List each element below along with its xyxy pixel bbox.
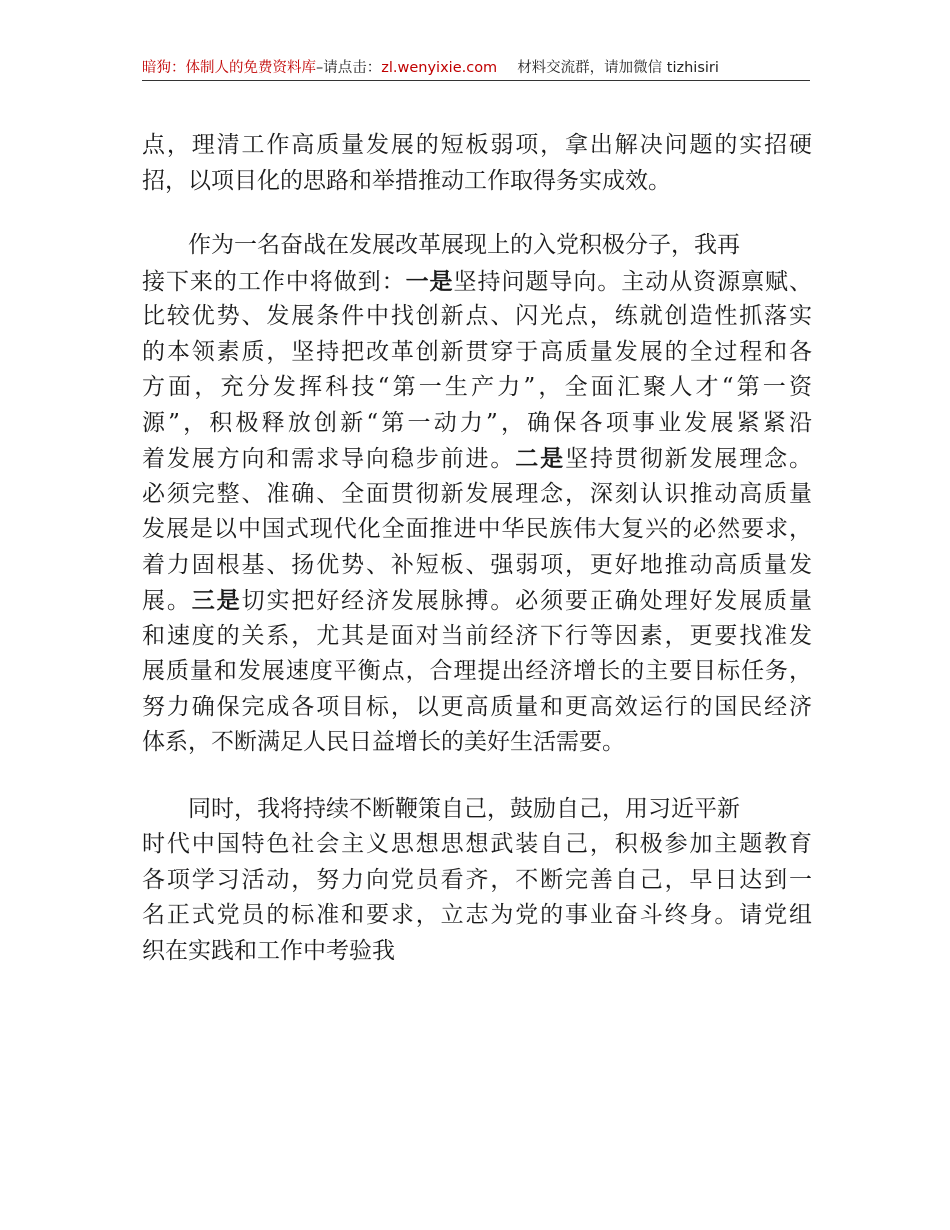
keyword-second: 二是 [515, 445, 566, 472]
text-line: 织在实践和工作中考验我 [142, 937, 395, 964]
text-line: 点，理清工作高质量发展的短板弱项，拿出解决问题的实招硬 [142, 132, 812, 158]
paragraph-3 [142, 792, 812, 970]
keyword-third: 三是 [191, 587, 242, 614]
text-line: 展质量和发展速度平衡点，合理提出经济增长的主要目标任务， [142, 658, 812, 684]
keyword-first: 一是 [405, 267, 454, 295]
text-line: 招，以项目化的思路和举措推动工作取得务实成效。 [142, 167, 671, 194]
text-line: 作为一名奋战在发展改革展现上的入党积极分子，我再 [188, 232, 740, 258]
text-line: 着力固根基、扬优势、补短板、强弱项，更好地推动高质量发 [142, 551, 812, 578]
paragraph-1 [142, 128, 812, 199]
paragraph-2 [142, 228, 812, 761]
text-line: 的本领素质，坚持把改革创新贯穿于高质量发展的全过程和各 [142, 338, 812, 365]
text-line: 发展是以中国式现代化全面推进中华民族伟大复兴的必然要求， [142, 516, 812, 542]
text-line: 体系，不断满足人民日益增长的美好生活需要。 [142, 729, 625, 755]
text-line [142, 264, 812, 300]
text-line: 比较优势、发展条件中找创新点、闪光点，练就创造性抓落实 [142, 303, 812, 329]
text-fragment: 着发展方向和需求导向稳步前进。 [142, 446, 516, 472]
text-line: 各项学习活动，努力向党员看齐，不断完善自己，早日达到一 [142, 866, 812, 893]
text-fragment: 坚持问题导向。主动从资源禀赋、 [453, 268, 813, 295]
text-fragment: 展。 [142, 588, 192, 614]
text-line: 和速度的关系，尤其是面对当前经济下行等因素，更要找准发 [142, 622, 812, 649]
site-label: 暗狗：体制人的免费资料库 [142, 60, 316, 76]
text-line: 时代中国特色社会主义思想思想武装自己，积极参加主题教育 [142, 831, 812, 857]
site-url-link[interactable]: zl.wenyixie.com [381, 60, 498, 76]
text-line: 必须完整、准确、全面贯彻新发展理念，深刻认识推动高质量 [142, 480, 812, 507]
text-fragment: 坚持贯彻新发展理念。 [565, 446, 813, 472]
text-line: 努力确保完成各项目标，以更高质量和更高效运行的国民经济 [142, 693, 812, 720]
text-line: 同时，我将持续不断鞭策自己，鼓励自己，用习近平新 [188, 795, 740, 822]
text-fragment: 接下来的工作中将做到： [142, 268, 406, 295]
document-body [142, 128, 812, 998]
text-line: 源”，积极释放创新“第一动力”，确保各项事业发展紧紧沿 [142, 409, 812, 436]
text-line [142, 441, 812, 477]
text-line [142, 583, 812, 619]
text-fragment: 切实把好经济发展脉搏。必须要正确处理好发展质量 [241, 588, 813, 614]
text-line: 名正式党员的标准和要求，立志为党的事业奋斗终身。请党组 [142, 902, 812, 928]
text-line: 方面，充分发挥科技“第一生产力”，全面汇聚人才“第一资 [142, 374, 812, 400]
click-label: –请点击： [316, 60, 382, 76]
group-text: 材料交流群，请加微信 tizhisiri [517, 60, 719, 76]
page-header [142, 58, 810, 81]
